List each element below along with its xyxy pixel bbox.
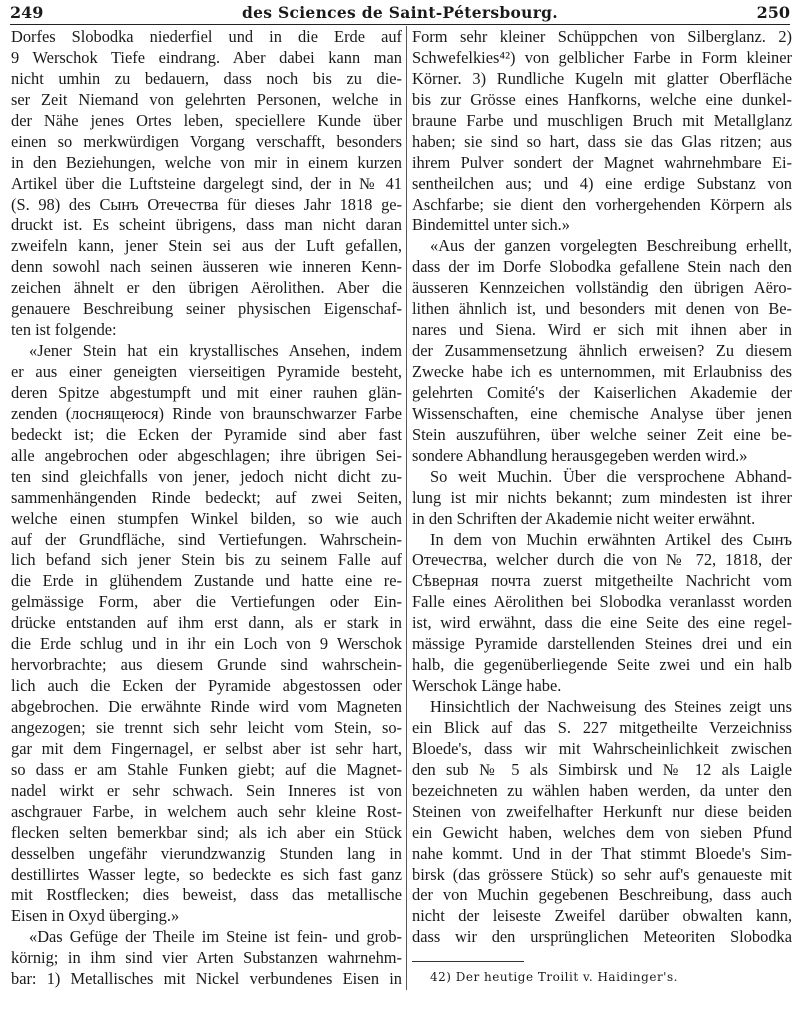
column-divider — [406, 26, 407, 990]
text-line: ihrem Pulver sondert der Magnet wahrnehmbare Ei- — [412, 152, 792, 172]
text-line: lung ist mir nichts bekannt; zum mindesten ist ihrer — [412, 487, 792, 507]
text-line: ist, wird erwähnt, dass die eine Seite des eine regel- — [412, 613, 792, 633]
text-line: ten ist folgende: — [11, 320, 117, 340]
text-line: aschgrauer Farbe, in welchem auch sehr kleine Rost- — [11, 801, 402, 821]
text-line: «Jener Stein hat ein krystallisches Ansehen, indem — [29, 341, 402, 361]
text-line: welche einen stumpfen Winkel bilden, so wie auch — [11, 508, 402, 528]
text-line: denn sowohl nach seinen äusseren wie inneren Kenn- — [11, 257, 402, 277]
page-header — [10, 2, 790, 25]
text-line: nicht der leiseste Zweifel darüber obwalten kann, — [412, 906, 792, 926]
text-line: 9 Werschok Tiefe eindrang. Aber dabei kann man — [11, 47, 402, 67]
text-line: haben; sie sind so hart, dass sie das Glas ritzen; aus — [412, 131, 792, 151]
text-line: Hinsichtlich der Nachweisung des Steines zeigt uns — [430, 697, 792, 716]
left-column — [11, 27, 402, 990]
text-line: dass der im Dorfe Slobodka gefallene Stein nach den — [412, 257, 792, 277]
text-line: den sub № 5 als Simbirsk und № 12 als Laigle — [412, 759, 792, 779]
text-line: ten sind gleichfalls von jener, jedoch nicht dicht zu- — [11, 466, 402, 486]
text-line: angezogen; sie trennt sich sehr leicht vom Stein, so- — [11, 717, 402, 737]
text-line: sondere Abhandlung herausgegeben werden wird.» — [412, 445, 748, 465]
text-line: nicht umhin zu bedauern, dass noch bis zu die- — [11, 68, 402, 88]
text-line: der Zusammensetzung ähnlich erweisen? Zu diesem — [412, 341, 792, 361]
text-line: der Nähe jenes Ortes leben, speciellere Kunde über — [11, 110, 402, 130]
text-line: hervorbrachte; aus diesem Grunde sind wahrschein- — [11, 655, 402, 675]
text-line: zweifeln kann, jener Stein sei aus der Luft gefallen, — [11, 236, 402, 256]
text-line: «Aus der ganzen vorgelegten Beschreibung erhellt, — [430, 236, 792, 256]
text-line: die Erde in glühendem Zustande und hatte eine re- — [11, 571, 402, 591]
text-line: bis zur Grösse eines Hanfkorns, welche eine dunkel- — [412, 89, 792, 109]
text-line: destillirtes Wasser legte, so bedeckte es sich fast ganz — [11, 864, 402, 884]
text-line: er aus einer geneigten vierseitigen Pyramide besteht, — [11, 362, 402, 381]
text-line: lich befand sich jener Stein bis zu seinem Falle auf — [11, 550, 402, 570]
text-line: Отечества, welcher durch die von № 72, 1818, der — [412, 550, 792, 570]
text-line: mit Rostflecken; dies beweist, dass das metallische — [11, 885, 402, 905]
text-line: Dorfes Slobodka niederfiel und in die Erde auf — [11, 27, 402, 46]
text-line: deren Spitze abgestumpft und mit einer rauhen glän- — [11, 382, 402, 402]
text-line: einen so merkwürdigen Vorgang verschafft, besonders — [11, 131, 402, 151]
footnote: 42) Der heutige Troilit v. Haidinger's. — [430, 970, 678, 984]
text-line: druckt ist. Es scheint übrigens, dass man nicht daran — [11, 215, 402, 235]
footnote-rule — [412, 961, 524, 962]
text-line: gelehrten Comité's der Kaiserlichen Akademie der — [412, 382, 792, 402]
text-line: Bloede's, dass wir mit Wahrscheinlichkeit zwischen — [412, 738, 792, 758]
running-title: des Sciences de Saint-Pétersbourg. — [241, 3, 559, 22]
text-line: Wissenschaften, eine chemische Analyse über jenen — [412, 403, 792, 423]
text-line: der von Muchin gegebenen Beschreibung, dass auch — [412, 885, 792, 905]
text-line: mässige Pyramide darstellenden Steines drei und ein — [412, 634, 792, 654]
text-line: nares und Siena. Wird er sich mit ihnen aber in — [412, 320, 792, 340]
text-line: Form sehr kleiner Schüppchen von Silberglanz. 2) — [412, 27, 792, 46]
text-line: genauere Beschreibung seiner physischen Eigenschaf- — [11, 299, 402, 319]
text-line: äusseren Kennzeichen vollständig den übrigen Aëro- — [412, 278, 792, 298]
text-line: In dem von Muchin erwähnten Artikel des Сынъ — [430, 529, 792, 549]
text-line: Steinen von zweifelhafter Herkunft nur diese beiden — [412, 801, 792, 821]
text-line: Stein auszuführen, über welche seiner Zeit eine be- — [412, 424, 792, 444]
text-line: Сѣверная почта zuerst mitgetheilte Nachricht vom — [412, 571, 792, 591]
text-line: flecken selten bemerkbar sind; als ich aber ein Stück — [11, 822, 402, 842]
text-line: bezeichneten zu wählen haben werden, da unter den — [412, 780, 792, 800]
text-line: Bindemittel unter sich.» — [412, 215, 570, 235]
text-line: Artikel über die Luftsteine dargelegt sind, der in № 41 — [11, 173, 402, 193]
text-line: desselben ungefähr vierundzwanzig Stunden lang in — [11, 843, 402, 863]
text-line: Aschfarbe; sie dient den vorhergehenden Körpern als — [412, 194, 792, 214]
text-line: abgebrochen. Die erwähnte Rinde wird vom Magneten — [11, 697, 402, 716]
text-line: lithen ähnlich ist, und besonders mit denen von Be- — [412, 299, 792, 319]
text-line: (S. 98) des Сынъ Отечества für dieses Jahr 1818 ge- — [11, 194, 402, 214]
text-line: So weit Muchin. Über die versprochene Abhand- — [430, 466, 792, 486]
text-line: bar: 1) Metallisches mit Nickel verbundenes Eisen in — [11, 969, 402, 989]
text-line: ser Zeit Niemand von gelehrten Personen, welche in — [11, 89, 402, 109]
text-line: alle angebrochen oder abgeschlagen; ihre übrigen Sei- — [11, 445, 402, 465]
text-line: auf der Grundfläche, sind Vertiefungen. Wahrschein- — [11, 529, 402, 549]
text-line: zeichen ähnelt er den übrigen Aërolithen. Aber die — [11, 278, 402, 298]
text-line: in den Beziehungen, welche von mir in einem kurzen — [11, 152, 402, 172]
text-line: braune Farbe und muschligen Bruch mit Metallglanz — [412, 110, 792, 130]
text-line: gar mit dem Fingernagel, er selbst aber ist sehr hart, — [11, 738, 402, 758]
text-line: lich auch die Ecken der Pyramide abgestossen oder — [11, 676, 402, 696]
text-line: drücke entstanden auf ihm erst dann, als er stark in — [11, 613, 402, 633]
text-line: so dass er am Stahle Funken giebt; auf die Magnet- — [11, 759, 402, 779]
text-line: nadel wirkt er sehr schwach. Sein Inneres ist von — [11, 780, 402, 800]
page-number-right: 250 — [756, 3, 790, 22]
text-line: birsk (das grössere Stück) so sehr auf's genaueste mit — [412, 864, 792, 884]
page-number-left: 249 — [10, 3, 44, 22]
text-line: ein Gewicht haben, welches dem von sieben Pfund — [412, 822, 792, 842]
text-line: «Das Gefüge der Theile im Steine ist fein- und grob- — [29, 927, 402, 947]
text-line: bedeckt ist; die Ecken der Pyramide sind aber fast — [11, 424, 402, 444]
text-line: sammenhängenden Rinde bedeckt; auf zwei Seiten, — [11, 487, 402, 507]
text-line: zenden (лоснящеюся) Rinde von braunschwarzer Farbe — [11, 403, 402, 423]
right-column — [412, 27, 792, 948]
text-line: Zwecke habe ich es unternommen, mit Erlaubniss des — [412, 362, 792, 381]
text-line: körnig; in ihm sind vier Arten Substanzen wahrnehm- — [11, 948, 402, 968]
text-line: die Erde schlug und in ihr ein Loch von 9 Werschok — [11, 634, 402, 654]
text-line: Schwefelkies⁴²) von gelblicher Farbe in Form kleiner — [412, 47, 792, 67]
text-line: in den Schriften der Akademie nicht weiter erwähnt. — [412, 508, 756, 528]
text-line: dass wir den ursprünglichen Meteoriten Slobodka — [412, 927, 792, 947]
text-line: nahe kommt. Und in der That stimmt Bloede's Sim- — [412, 843, 792, 863]
text-line: halb, die gegenüberliegende Seite zwei und ein halb — [412, 655, 792, 675]
text-line: gelmässige Form, aber die Vertiefungen oder Ein- — [11, 592, 402, 612]
text-line: Werschok Länge habe. — [412, 676, 562, 696]
text-line: ein Blick auf das S. 227 mitgetheilte Verzeichniss — [412, 717, 792, 737]
text-line: Eisen in Oxyd überging.» — [11, 906, 180, 926]
text-line: Körner. 3) Rundliche Kugeln mit glatter Oberfläche — [412, 68, 792, 88]
text-line: Falle eines Aërolithen bei Slobodka veranlasst worden — [412, 592, 792, 612]
text-line: sentheilchen aus; und 4) eine erdige Substanz von — [412, 173, 792, 193]
